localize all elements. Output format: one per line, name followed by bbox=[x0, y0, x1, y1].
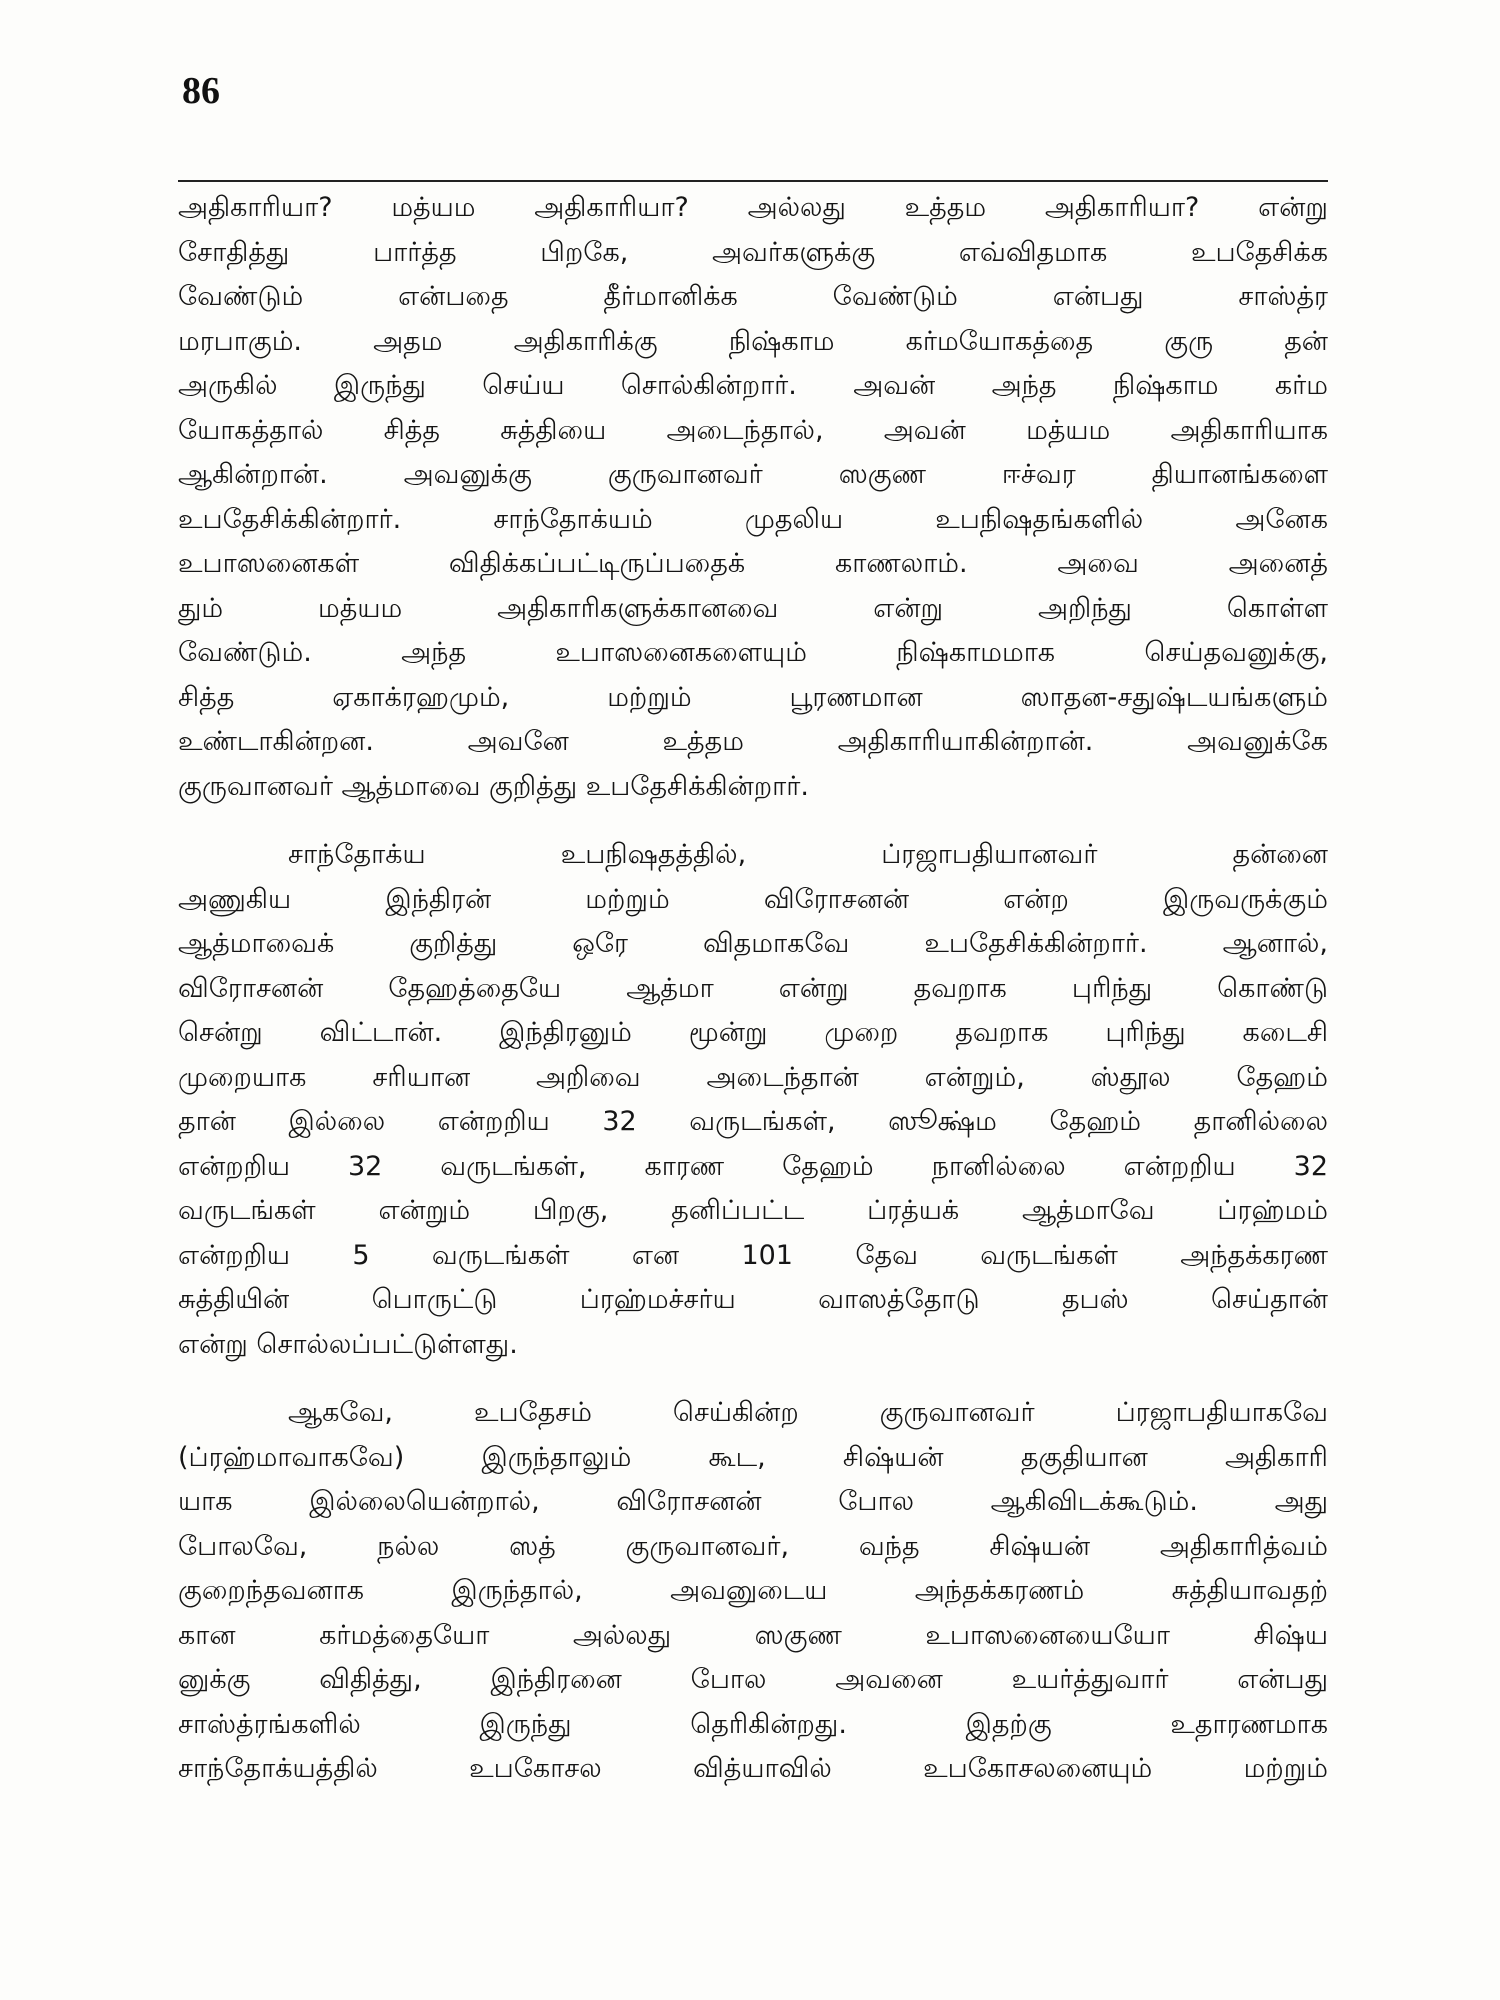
text-line: விரோசனன் தேஹத்தையே ஆத்மா என்று தவறாக புரிந்து கொண்டு bbox=[178, 972, 1328, 1004]
text-line: என்று சொல்லப்பட்டுள்ளது. bbox=[178, 1328, 518, 1360]
text-line: மரபாகும். அதம அதிகாரிக்கு நிஷ்காம கர்மயோகத்தை குரு தன் bbox=[178, 325, 1328, 357]
header-rule bbox=[178, 180, 1328, 182]
text-line: அணுகிய இந்திரன் மற்றும் விரோசனன் என்ற இருவருக்கும் bbox=[178, 883, 1328, 915]
text-line: தும் மத்யம அதிகாரிகளுக்கானவை என்று அறிந்து கொள்ள bbox=[178, 592, 1328, 624]
text-line: வருடங்கள் என்றும் பிறகு, தனிப்பட்ட ப்ரத்யக் ஆத்மாவே ப்ரஹ்மம் bbox=[178, 1195, 1328, 1226]
text-line: உண்டாகின்றன. அவனே உத்தம அதிகாரியாகின்றான். அவனுக்கே bbox=[178, 726, 1328, 757]
text-line: சாஸ்த்ரங்களில் இருந்து தெரிகின்றது. இதற்கு உதாரணமாக bbox=[178, 1708, 1328, 1740]
text-line: சாந்தோக்யத்தில் உபகோசல வித்யாவில் உபகோசலனையும் மற்றும் bbox=[178, 1753, 1328, 1784]
text-line: யாக இல்லையென்றால், விரோசனன் போல ஆகிவிடக்கூடும். அது bbox=[178, 1486, 1328, 1517]
text-line: ஆகவே, உபதேசம் செய்கின்ற குருவானவர் ப்ரஜாபதியாகவே bbox=[288, 1397, 1328, 1428]
paragraph-1 bbox=[178, 186, 1328, 809]
text-line: குறைந்தவனாக இருந்தால், அவனுடைய அந்தக்கரணம் சுத்தியாவதற் bbox=[178, 1575, 1328, 1606]
paragraph-2 bbox=[178, 833, 1328, 1367]
text-line: (ப்ரஹ்மாவாகவே) இருந்தாலும் கூட, சிஷ்யன் தகுதியான அதிகாரி bbox=[178, 1441, 1328, 1473]
text-line: ஆகின்றான். அவனுக்கு குருவானவர் ஸகுண ஈச்வர தியானங்களை bbox=[178, 459, 1328, 490]
text-line: உபாஸனைகள் விதிக்கப்பட்டிருப்பதைக் காணலாம். அவை அனைத் bbox=[178, 548, 1328, 579]
paragraph-3 bbox=[178, 1391, 1328, 1792]
text-line: சித்த ஏகாக்ரஹமும், மற்றும் பூரணமான ஸாதன-சதுஷ்டயங்களும் bbox=[178, 681, 1328, 713]
text-line: சென்று விட்டான். இந்திரனும் மூன்று முறை தவறாக புரிந்து கடைசி bbox=[178, 1017, 1328, 1048]
text-line: உபதேசிக்கின்றார். சாந்தோக்யம் முதலிய உபநிஷதங்களில் அனேக bbox=[178, 503, 1328, 535]
text-line: சாந்தோக்ய உபநிஷதத்தில், ப்ரஜாபதியானவர் தன்னை bbox=[288, 839, 1328, 870]
paragraph-gap bbox=[178, 809, 1328, 833]
paragraph-gap bbox=[178, 1367, 1328, 1391]
text-line: அதிகாரியா? மத்யம அதிகாரியா? அல்லது உத்தம அதிகாரியா? என்று bbox=[178, 192, 1328, 223]
text-line: அருகில் இருந்து செய்ய சொல்கின்றார். அவன் அந்த நிஷ்காம கர்ம bbox=[178, 370, 1328, 401]
page-number: 86 bbox=[182, 70, 220, 112]
text-line: னுக்கு விதித்து, இந்திரனை போல அவனை உயர்த்துவார் என்பது bbox=[178, 1664, 1328, 1695]
text-line: குருவானவர் ஆத்மாவை குறித்து உபதேசிக்கின்றார். bbox=[178, 770, 809, 802]
text-line: சோதித்து பார்த்த பிறகே, அவர்களுக்கு எவ்விதமாக உபதேசிக்க bbox=[178, 236, 1328, 268]
text-line: முறையாக சரியான அறிவை அடைந்தான் என்றும், ஸ்தூல தேஹம் bbox=[178, 1061, 1328, 1093]
text-line: தான் இல்லை என்றறிய 32 வருடங்கள், ஸூக்ஷ்ம தேஹம் தானில்லை bbox=[178, 1106, 1328, 1137]
text-line: வேண்டும் என்பதை தீர்மானிக்க வேண்டும் என்பது சாஸ்த்ர bbox=[178, 281, 1328, 312]
text-line: வேண்டும். அந்த உபாஸனைகளையும் நிஷ்காமமாக செய்தவனுக்கு, bbox=[178, 637, 1328, 668]
text-line: போலவே, நல்ல ஸத் குருவானவர், வந்த சிஷ்யன் அதிகாரித்வம் bbox=[178, 1530, 1328, 1562]
text-line: யோகத்தால் சித்த சுத்தியை அடைந்தால், அவன் மத்யம அதிகாரியாக bbox=[178, 414, 1328, 446]
text-line: என்றறிய 32 வருடங்கள், காரண தேஹம் நானில்லை என்றறிய 32 bbox=[178, 1150, 1328, 1182]
text-line: ஆத்மாவைக் குறித்து ஒரே விதமாகவே உபதேசிக்கின்றார். ஆனால், bbox=[178, 928, 1328, 959]
body-text bbox=[178, 186, 1328, 1792]
text-line: என்றறிய 5 வருடங்கள் என 101 தேவ வருடங்கள் அந்தக்கரண bbox=[178, 1239, 1328, 1271]
text-line: கான கர்மத்தையோ அல்லது ஸகுண உபாஸனையையோ சிஷ்ய bbox=[178, 1619, 1328, 1651]
text-line: சுத்தியின் பொருட்டு ப்ரஹ்மச்சர்ய வாஸத்தோடு தபஸ் செய்தான் bbox=[178, 1284, 1328, 1315]
